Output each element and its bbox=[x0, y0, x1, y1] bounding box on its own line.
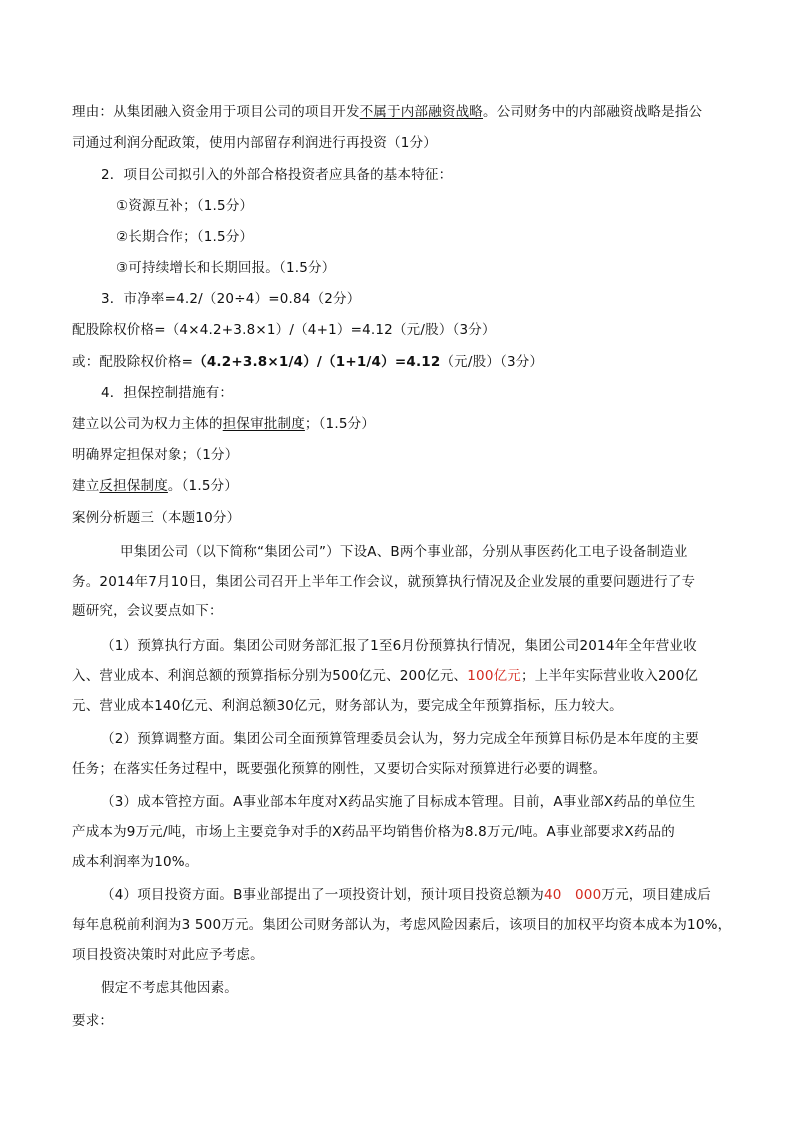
paragraph-line: （1）预算执行方面。集团公司财务部汇报了1至6月份预算执行情况，集团公司2014年全年营业收 bbox=[101, 638, 697, 654]
paragraph-line: 务。2014年7月10日，集团公司召开上半年工作会议，就预算执行情况及企业发展的重要问题进行了专 bbox=[72, 574, 696, 590]
paragraph-line: （2）预算调整方面。集团公司全面预算管理委员会认为，努力完成全年预算目标仍是本年度的主要 bbox=[101, 731, 699, 747]
measure-line: 明确界定担保对象；（1分） bbox=[72, 447, 239, 463]
highlighted-value: 40 000 bbox=[543, 887, 602, 903]
paragraph-line: 产成本为9万元/吨，市场上主要竞争对手的X药品平均销售价格为8.8万元/吨。A事业部要求X药品的 bbox=[72, 824, 675, 840]
measure-line: 建立以公司为权力主体的担保审批制度；（1.5分） bbox=[72, 416, 376, 432]
paragraph-line: 元、营业成本140亿元、利润总额30亿元，财务部认为，要完成全年预算指标，压力较大。 bbox=[72, 698, 623, 714]
case-title: 案例分析题三（本题10分） bbox=[72, 510, 241, 526]
reason-line: 理由：从集团融入资金用于项目公司的项目开发不属于内部融资战略。公司财务中的内部融资战略是指公 bbox=[72, 104, 703, 120]
list-item: ③可持续增长和长期回报。（1.5分） bbox=[116, 260, 336, 276]
paragraph-line: （4）项目投资方面。B事业部提出了一项投资计划，预计项目投资总额为40 000万元，项目建成后 bbox=[101, 887, 711, 903]
paragraph-line: 项目投资决策时对此应予考虑。 bbox=[72, 947, 264, 963]
requirements-heading: 要求： bbox=[72, 1013, 114, 1029]
underlined-term: 担保审批制度 bbox=[222, 416, 305, 432]
question-4-heading: 4．担保控制措施有： bbox=[101, 385, 234, 401]
paragraph-line: 题研究，会议要点如下： bbox=[72, 603, 223, 619]
underlined-term: 不属于内部融资战略 bbox=[359, 104, 484, 120]
highlighted-value: 100亿元 bbox=[467, 668, 522, 684]
formula-line: 配股除权价格=（4×4.2+3.8×1）/（4+1）=4.12（元/股）（3分） bbox=[72, 322, 496, 338]
list-item: ②长期合作；（1.5分） bbox=[116, 229, 254, 245]
underlined-term: 反担保制度 bbox=[99, 478, 168, 494]
paragraph-line: （3）成本管控方面。A事业部本年度对X药品实施了目标成本管理。目前，A事业部X药品的单位生 bbox=[101, 794, 696, 810]
paragraph-line: 成本利润率为10%。 bbox=[72, 854, 199, 870]
paragraph-line: 甲集团公司（以下简称“集团公司”）下设A、B两个事业部，分别从事医药化工电子设备制造业 bbox=[120, 544, 688, 560]
paragraph-line: 假定不考虑其他因素。 bbox=[101, 980, 238, 996]
paragraph-line: 每年息税前利润为3 500万元。集团公司财务部认为，考虑风险因素后，该项目的加权平均资本成本为10%， bbox=[72, 917, 732, 933]
list-item: ①资源互补；（1.5分） bbox=[116, 198, 254, 214]
question-2-heading: 2．项目公司拟引入的外部合格投资者应具备的基本特征： bbox=[101, 167, 453, 183]
measure-line: 建立反担保制度。（1.5分） bbox=[72, 478, 239, 494]
question-3-heading: 3．市净率=4.2/（20÷4）=0.84（2分） bbox=[101, 291, 361, 307]
formula-line-alt: 或：配股除权价格=（4.2+3.8×1/4）/（1+1/4）=4.12（元/股）（3分） bbox=[72, 354, 544, 370]
text-line: 司通过利润分配政策，使用内部留存利润进行再投资（1分） bbox=[72, 135, 437, 151]
paragraph-line: 入、营业成本、利润总额的预算指标分别为500亿元、200亿元、100亿元；上半年实际营业收入200亿 bbox=[72, 668, 699, 684]
paragraph-line: 任务；在落实任务过程中，既要强化预算的刚性，又要切合实际对预算进行必要的调整。 bbox=[72, 761, 607, 777]
